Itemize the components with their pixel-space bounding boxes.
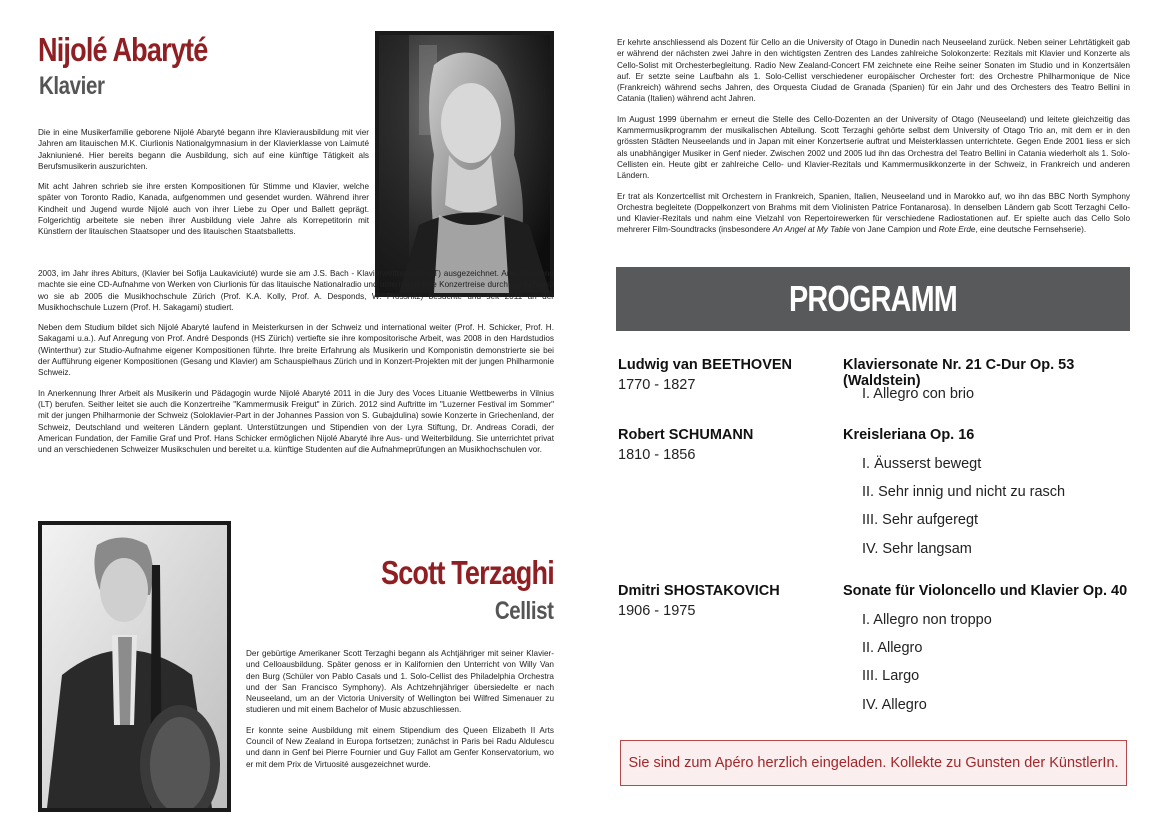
bio-paragraph: Im August 1999 übernahm er erneut die Stelle des Cello-Dozenten an der University of Otago (Neuseeland) und leitete gleichzeitig das Kammermusikprogramm der musikalischen Abteilung. Scott Terzaghi gehörte selbst dem University of Otago Trio an, mit dem er in den grössten Städten Neuseelands und in Japan mit einer Konzertserie auftrat und Meisterklassen unterrichtete. Gegen Ende 2001 liess er sich als unabhängiger Musiker in Genf nieder. Zwischen 2002 und 2005 lud ihn das Orchestra del Teatro Bellini in Catania wiederholt als 1. Solo-Cellisten ein. Heute gibt er zahlreiche Cello- und Klavier-Rezitals und Kammermusikkonzerte in der Schweiz, in Frankreich und anderen Ländern. — [617, 114, 1130, 181]
film-title: Rote Erde — [938, 225, 976, 235]
movement: I. Allegro con brio — [862, 386, 975, 402]
apero-invitation: Sie sind zum Apéro herzlich eingeladen. Kollekte zu Gunsten der KünstlerIn. — [620, 740, 1127, 786]
terzaghi-photo — [38, 521, 231, 812]
program-composer-block — [618, 427, 838, 463]
programm-banner — [616, 267, 1130, 331]
terzaghi-bio-left — [246, 648, 554, 779]
movement: I. Äusserst bewegt — [862, 456, 982, 472]
terzaghi-bio-right — [617, 37, 1130, 245]
composer-dates: 1770 - 1827 — [618, 377, 696, 393]
terzaghi-role: Cellist — [495, 597, 554, 625]
work-title: Sonate für Violoncello und Klavier Op. 40 — [843, 583, 1128, 599]
movement: III. Sehr aufgeregt — [862, 512, 979, 528]
bio-paragraph: 2003, im Jahr ihres Abiturs, (Klavier bei Sofija Laukaviciuté) wurde sie am J.S. Bach - Klavierwettbewerb (LT) ausgezeichnet. Anschliessend machte sie eine CD-Aufnahme von Werken von Ciurlionis für das litauische Nationalradio und unternahm eine Konzertreise durch die Schweiz wo sie ab 2005 die Musikhochschule Zürich (Prof. K.A. Kolly, Prof. A. Desponds, W. Prossnitz) besuchte und seit 2011 an der Musikhochschule Luzern (Prof. H. Sakagami) studiert. — [38, 269, 554, 312]
composer-name: Robert SCHUMANN — [618, 427, 754, 443]
movement: IV. Sehr langsam — [862, 541, 972, 557]
program-work-block — [843, 427, 1143, 567]
bio-paragraph: Die in eine Musikerfamilie geborene Nijolé Abaryté begann ihre Klavierausbildung mit vier Jahren am litauischen M.K. Ciurlionis Nationalgymnasium in der Klavierklasse von Laimuté Jakniuniené. Hier bereits begann die Ausbildung, sich auf eine künftige Tätigkeit als Berufsmusikerin auszurichten. — [38, 128, 369, 171]
program-work-block — [843, 583, 1143, 723]
work-title: Klaviersonate Nr. 21 C-Dur Op. 53 (Waldstein) — [843, 357, 1075, 389]
program-composer-block — [618, 583, 838, 619]
terzaghi-name: Scott Terzaghi — [381, 554, 554, 591]
program-composer-block — [618, 357, 838, 393]
abaryte-bio-upper — [38, 127, 369, 247]
bio-paragraph: Der gebürtige Amerikaner Scott Terzaghi begann als Achtjähriger mit seiner Klavier- und Celloausbildung. Später genoss er in Kalifornien den Unterricht von Willy Van den Burg (Schüler von Pablo Casals und 1. Solo-Cellist des Philadelphia Orchestra und der San Francisco Symphony). Als Achtzehnjähriger übersiedelte er nach Neuseeland, um an der Victoria University of Wellington bei Wilfred Simenauer zu studieren und mit einem Bachelor of Music abzuschliessen. — [246, 649, 554, 715]
composer-dates: 1810 - 1856 — [618, 447, 696, 463]
movement: II. Sehr innig und nicht zu rasch — [862, 484, 1066, 500]
bio-paragraph: Er konnte seine Ausbildung mit einem Stipendium des Queen Elizabeth II Arts Council of New Zealand in Europa fortsetzen; zunächst in Paris bei Radu Aldulescu und dann in Genf bei Pierre Fournier und Guy Fallot am Genfer Konservatorium, wo er mit dem Prix de Virtuosité ausgezeichnet wurde. — [246, 725, 554, 769]
bio-paragraph-last: Er trat als Konzertcellist mit Orchestern in Frankreich, Spanien, Italien, Neuseeland und in Marokko auf, wo ihn das BBC North Symphony Orchestra begleitete (Doppelkonzert von Brahms mit dem Violinisten Patrice Fontanarosa). In denselben Ländern gab Scott Terzaghi Cello- und Klavier-Rezitals und nahm eine Vielzahl von Repertoirewerken für verschiedene Radiostationen auf. Er spielte auch das Cello Solo mehrerer Film-Soundtracks (insbesondere An Angel at My Table von Jane Campion und Rote Erde, eine deutsche Fernsehserie). — [617, 191, 1130, 235]
abaryte-name: Nijolé Abaryté — [38, 31, 208, 68]
portrait-image — [379, 35, 550, 293]
program-work-block — [843, 357, 1143, 417]
composer-name: Dmitri SHOSTAKOVICH — [618, 583, 780, 599]
movement: II. Allegro — [862, 640, 923, 656]
abaryte-photo — [375, 31, 554, 297]
movement: I. Allegro non troppo — [862, 612, 992, 628]
programm-title: PROGRAMM — [789, 278, 957, 319]
abaryte-role: Klavier — [39, 72, 105, 100]
movement: IV. Allegro — [862, 697, 927, 713]
film-title: An Angel at My Table — [772, 225, 850, 235]
portrait-image — [42, 525, 227, 808]
bio-paragraph: Er kehrte anschliessend als Dozent für Cello an die University of Otago in Dunedin nach Neuseeland zurück. Neben seiner Lehrtätigkeit gab er während der nächsten zwei Jahre in den wichtigsten Zentren des Landes zahlreiche Solokonzerte: Rezitals mit Klavier und Konzerte als Cello-Solist mit Orchesterbegleitung. Radio New Zealand-Concert FM zeichnete eine Reihe seiner Sonaten im Studio und in Konzertsälen auf. Er setzte seine Laufbahn als 1. Solo-Cellist verschiedener europäischer Orchester fort: des Orchestre Philharmonique de Nice (Frankreich) während sechs Jahren, des Orquesta Ciudad de Granada (Spanien) für ein Jahr und des Orchesters des Teatro Bellini in Catania (Italien) während acht Jahren. — [617, 38, 1130, 104]
bio-paragraph: Mit acht Jahren schrieb sie ihre ersten Kompositionen für Stimme und Klavier, welche später von Toronto Radio, Kanada, aufgenommen und gesendet wurden. Während ihrer Kindheit und Jugend wurde Nijolé auch von ihrer Liebe zu Oper und Ballett geprägt. Folgerichtig arbeitete sie neben ihrer Ausbildung viele Jahre als Korrepetitorin mit Künstlern der litauischen Staatsoper und des litauischen Staatsballetts. — [38, 182, 369, 237]
abaryte-bio-lower — [38, 268, 554, 464]
bio-paragraph: Neben dem Studium bildet sich Nijolé Abaryté laufend in Meisterkursen in der Schweiz und international weiter (Prof. H. Schicker, Prof. H. Sakagami u.a.). Auf Anregung von Prof. André Desponds (HS Zürich) vertiefte sie ihre kompositorische Arbeit, was 2008 in den Hardstudios (Winterthur) zur Studio-Aufnahme eigener Kompositionen führte. Ihre breite Erfahrung als Musikerin und Komponistin demonstrierte sie bei der Aufführung eigener Kompositionen (Gesang und Klavier) am Schauspielhaus Zürich und in Konzert-Projekten mit der jungen Philharmonie Schweiz. — [38, 323, 554, 378]
bio-paragraph: In Anerkennung Ihrer Arbeit als Musikerin und Pädagogin wurde Nijolé Abaryté 2011 in die Jury des Voces Lituanie Wettbewerbs in Vilnius (LT) berufen. Seither leitet sie auch die Konzertreihe "Kammermusik Freigut" in Zürich. 2012 sind Auftritte im "Luzerner Festival im Sommer" mit der jungen Philharmonie der Schweiz (Soloklavier-Part in der Johannes Passion von S. Gubajdulina) sowie Konzerte in Griechenland, der Schweiz, Deutschland und weiteren Ländern geplant. Unterstützungen und Stipendien von der Lyra Stiftung, Dr. Andreas Coradi, der American Fundation, der Familie Graf und Prof. Hans Schicker ermöglichen Nijolé Abaryté ihre Aus- und Weiterbildung. Sie unterrichtet privat und an verschiedenen Schweizer Musikschulen und bereitet u.a. künftige Studenten auf die Aufnahmeprüfungen an Musikhochschulen vor. — [38, 388, 554, 455]
composer-name: Ludwig van BEETHOVEN — [618, 357, 793, 373]
movement: III. Largo — [862, 668, 920, 684]
work-title: Kreisleriana Op. 16 — [843, 427, 975, 443]
composer-dates: 1906 - 1975 — [618, 603, 696, 619]
